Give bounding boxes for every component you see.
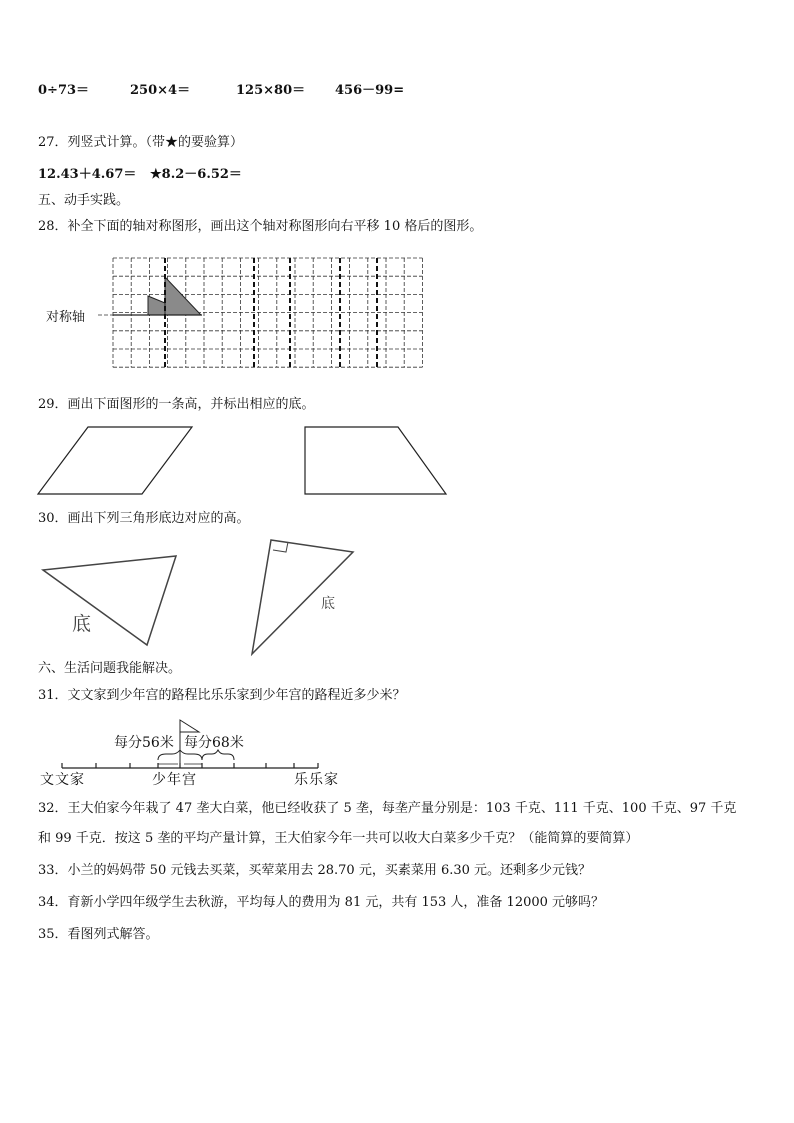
calc-item-1: 0÷73＝ [38, 83, 90, 98]
calc-item-3: 125×80＝ [236, 83, 306, 98]
q27-title: 27．列竖式计算。（带★的要验算） [38, 135, 244, 150]
place-youth-palace: 少年宫 [152, 772, 197, 788]
calc-item-4: 456－99= [335, 83, 405, 98]
base-label-left: 底 [72, 613, 92, 635]
q30-title: 30．画出下列三角形底边对应的高。 [38, 511, 250, 526]
q32-line-1: 32．王大伯家今年栽了 47 垄大白菜，他已经收获了 5 垄，每垄产量分别是：103 千克、111 千克、100 千克、97 千克 [38, 801, 737, 816]
q29-title: 29．画出下面图形的一条高，并标出相应的底。 [38, 397, 315, 412]
calc-item-2: 250×4＝ [130, 83, 191, 98]
place-lele-home: 乐乐家 [294, 772, 339, 788]
q31-title: 31．文文家到少年宫的路程比乐乐家到少年宫的路程近多少米？ [38, 688, 406, 703]
q27-item-2: ★8.2－6.52＝ [150, 167, 242, 182]
q32-line-2: 和 99 千克．按这 5 垄的平均产量计算，王大伯家今年一共可以收大白菜多少千克？（能简算的要简算） [38, 831, 639, 846]
brace-right [202, 750, 234, 760]
symmetry-axis-label: 对称轴 [46, 310, 86, 325]
q27-item-1: 12.43＋4.67＝ [38, 167, 137, 182]
flag-icon [180, 720, 199, 732]
speed-left-label: 每分56米 [114, 735, 174, 751]
section-6-heading: 六、生活问题我能解决。 [38, 661, 182, 676]
q28-title: 28．补全下面的轴对称图形，画出这个轴对称图形向右平移 10 格后的图形。 [38, 219, 483, 234]
place-wenwen-home: 文文家 [40, 772, 85, 788]
q35-text: 35．看图列式解答。 [38, 927, 159, 942]
base-label-right: 底 [321, 596, 335, 612]
section-5-heading: 五、动手实践。 [38, 193, 130, 208]
speed-right-label: 每分68米 [184, 735, 244, 751]
q34-text: 34．育新小学四年级学生去秋游，平均每人的费用为 81 元，共有 153 人，准备 12000 元够吗？ [38, 895, 605, 910]
q33-text: 33．小兰的妈妈带 50 元钱去买菜，买荤菜用去 28.70 元，买素菜用 6.30 元。还剩多少元钱？ [38, 863, 592, 878]
